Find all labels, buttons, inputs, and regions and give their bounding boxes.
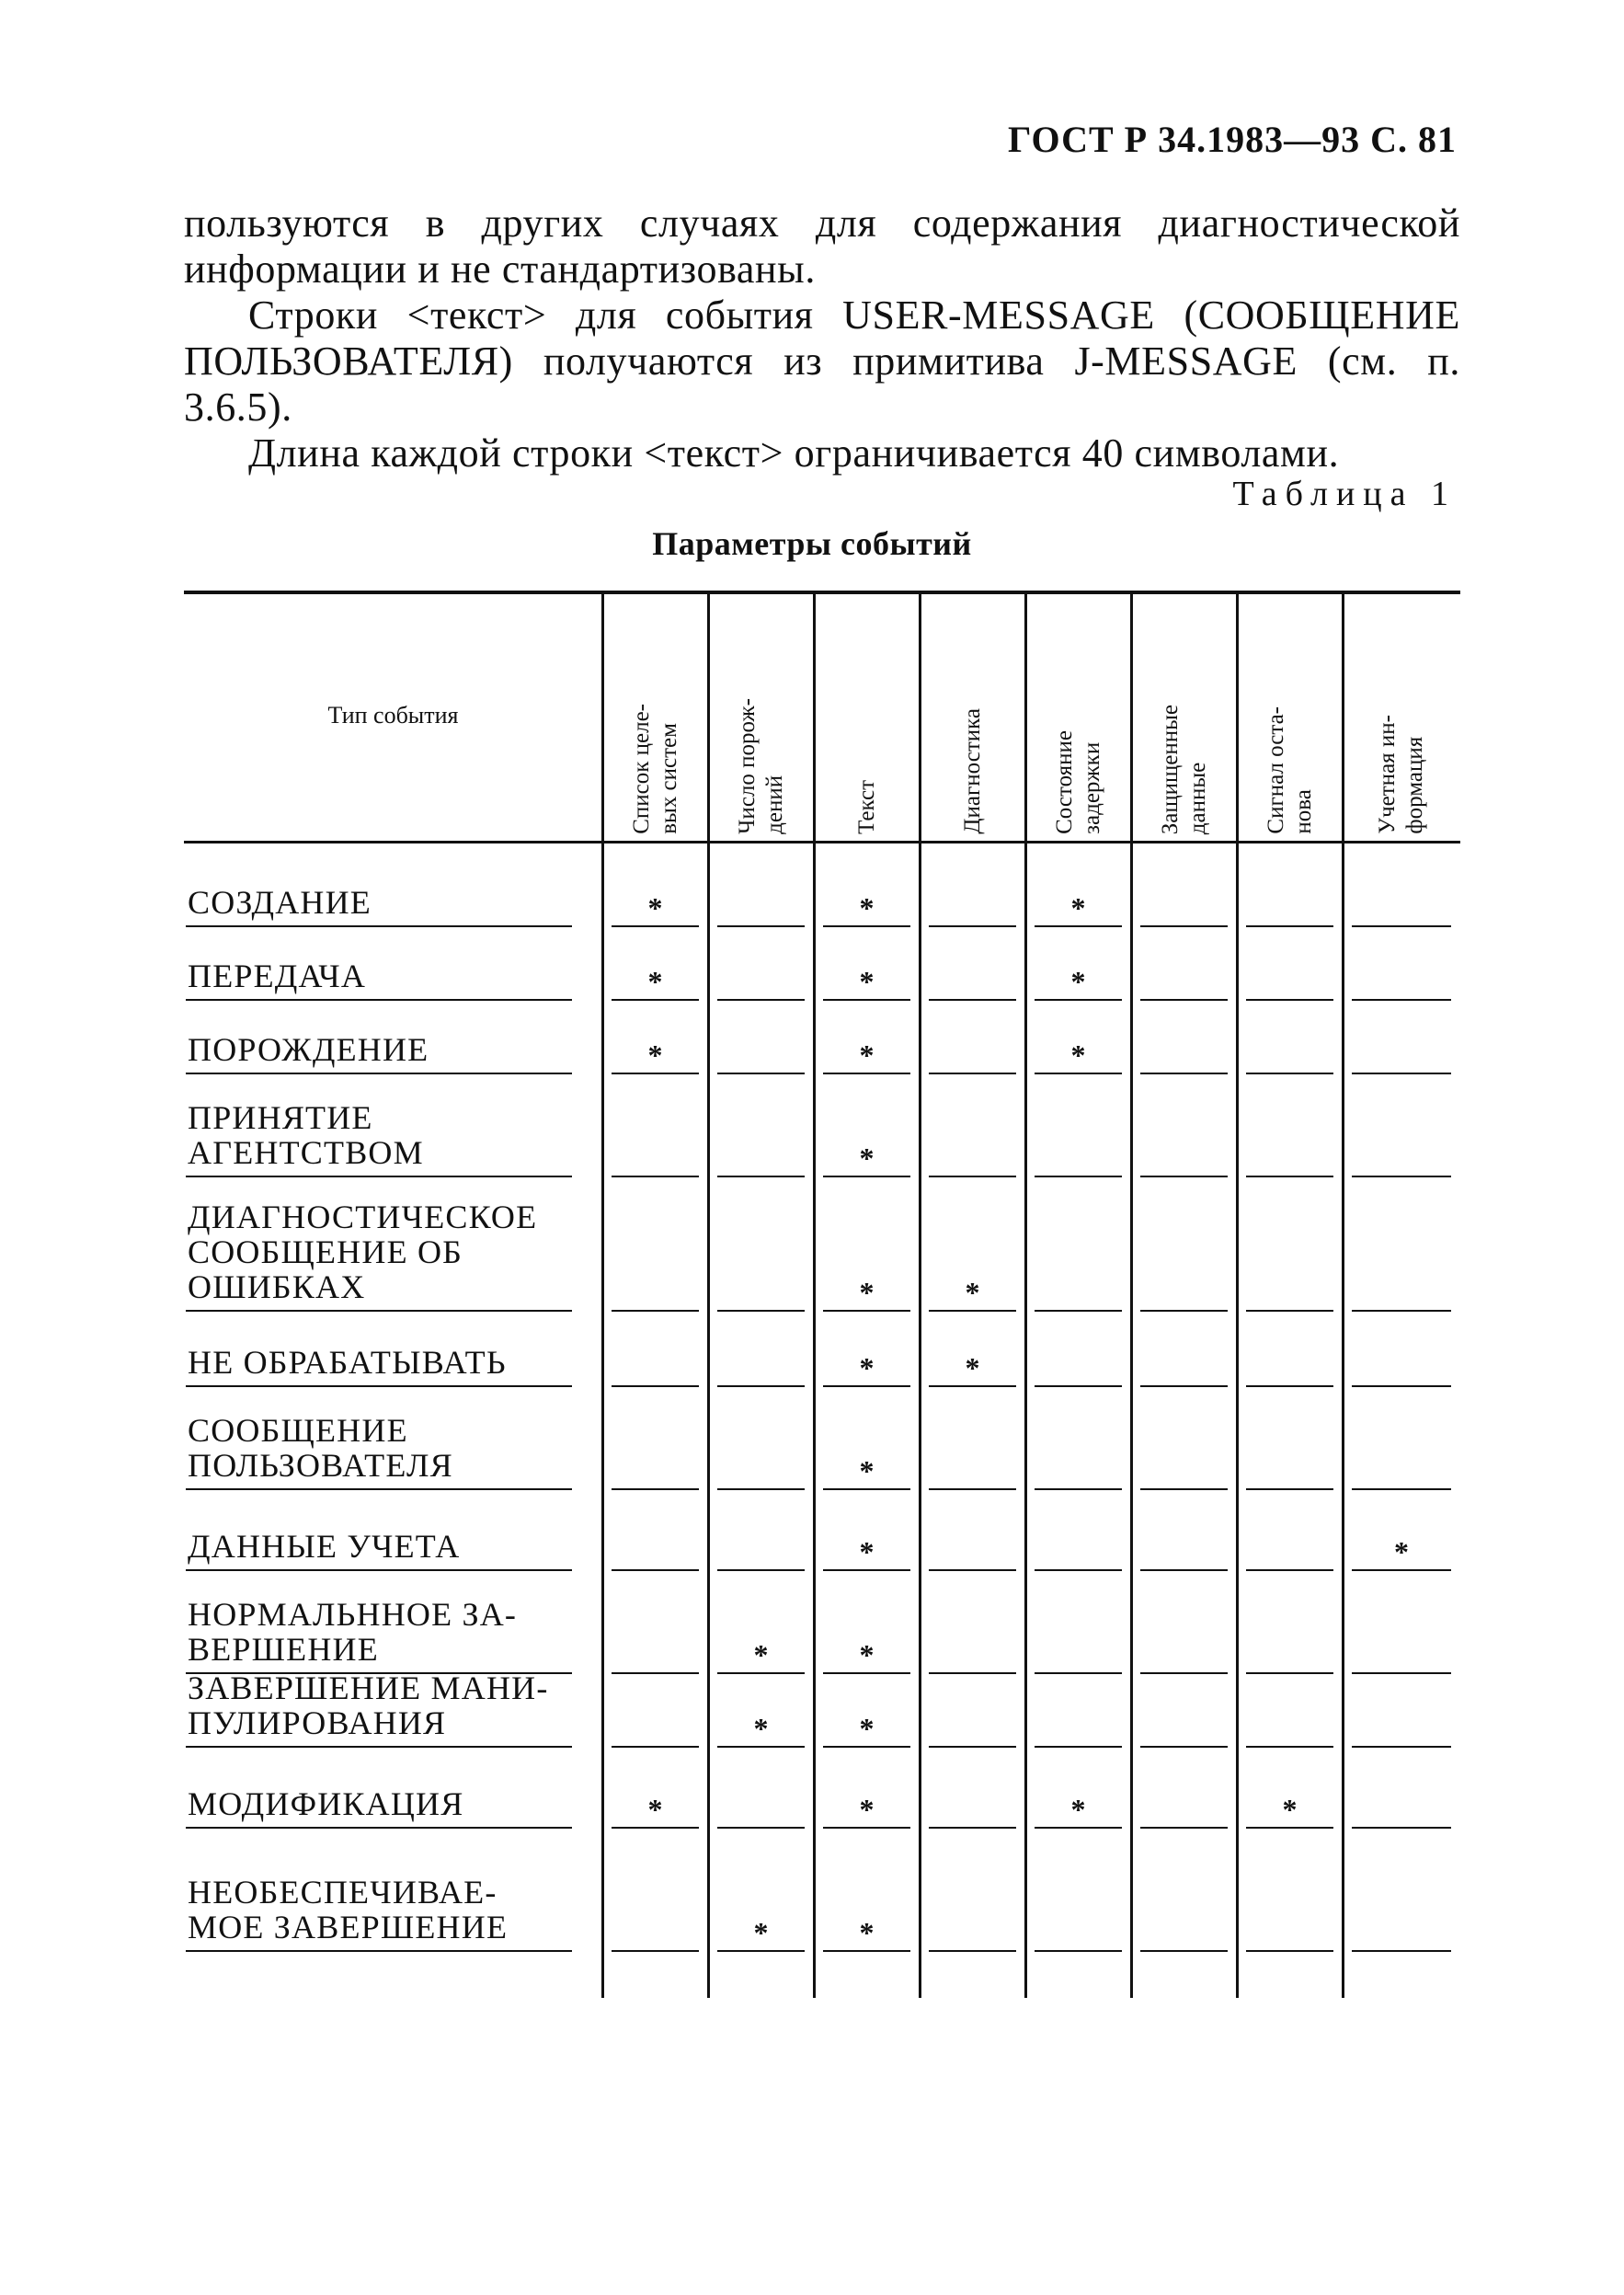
cell-rule: [1352, 1746, 1451, 1748]
cell-rule: [929, 1073, 1016, 1074]
mark-text: *: [859, 1454, 875, 1487]
cell-rule: [1140, 1569, 1228, 1571]
mark-text: *: [859, 1276, 875, 1309]
cell-rule: [1352, 1569, 1451, 1571]
mark-delay-state: *: [1070, 1793, 1086, 1826]
mark-text: *: [859, 1142, 875, 1175]
cell-rule: [717, 1073, 805, 1074]
cell-rule: [823, 1950, 910, 1952]
cell-rule: [1035, 1950, 1122, 1952]
mark-text: *: [859, 1638, 875, 1671]
cell-rule: [1140, 1950, 1228, 1952]
cell-rule: [823, 999, 910, 1001]
cell-rule: [823, 925, 910, 927]
cell-rule: [823, 1310, 910, 1312]
cell-rule: [1140, 1746, 1228, 1748]
mark-target-systems: *: [647, 891, 663, 924]
cell-rule: [1352, 1073, 1451, 1074]
paragraph-user-message: Строки <текст> для события USER-MESSAGE (СООБЩЕНИЕ ПОЛЬЗОВАТЕЛЯ) получаются из примитива J-MESSAGE (см. п. 3.6.5).: [184, 293, 1460, 430]
cell-rule: [1246, 1385, 1333, 1387]
cell-rule: [1246, 1827, 1333, 1829]
cell-rule: [1352, 999, 1451, 1001]
cell-rule: [929, 1672, 1016, 1674]
row-rule: [186, 1569, 572, 1571]
row-event-name: ЗАВЕРШЕНИЕ МАНИ- ПУЛИРОВАНИЯ: [188, 1670, 549, 1741]
cell-rule: [1035, 1827, 1122, 1829]
header-protected-data: [1131, 600, 1237, 834]
cell-rule: [717, 1385, 805, 1387]
header-event-type: Тип события: [327, 702, 459, 729]
cell-rule: [1140, 1488, 1228, 1490]
mark-spawn-count: *: [753, 1638, 769, 1671]
mark-delay-state: *: [1070, 965, 1086, 998]
row-rule: [186, 1176, 572, 1177]
cell-rule: [823, 1073, 910, 1074]
cell-rule: [1246, 1569, 1333, 1571]
row-event-name: ПЕРЕДАЧА: [188, 958, 367, 994]
mark-delay-state: *: [1070, 891, 1086, 924]
mark-text: *: [859, 1916, 875, 1949]
cell-rule: [717, 1672, 805, 1674]
mark-spawn-count: *: [753, 1712, 769, 1745]
row-rule: [186, 1488, 572, 1490]
cell-rule: [1035, 1385, 1122, 1387]
cell-rule: [612, 1073, 699, 1074]
header-label: Текст: [853, 780, 879, 834]
cell-rule: [929, 1310, 1016, 1312]
cell-rule: [823, 1176, 910, 1177]
cell-rule: [1035, 1569, 1122, 1571]
header-delay-state: [1025, 600, 1131, 834]
mark-target-systems: *: [647, 1038, 663, 1072]
cell-rule: [1246, 1176, 1333, 1177]
cell-rule: [929, 1488, 1016, 1490]
row-rule: [186, 999, 572, 1001]
cell-rule: [717, 1569, 805, 1571]
cell-rule: [1352, 1385, 1451, 1387]
cell-rule: [1035, 1176, 1122, 1177]
cell-rule: [1352, 925, 1451, 927]
cell-rule: [1352, 1827, 1451, 1829]
row-event-name: ПОРОЖДЕНИЕ: [188, 1031, 429, 1068]
cell-rule: [1035, 925, 1122, 927]
mark-stop-signal: *: [1282, 1793, 1298, 1826]
row-rule: [186, 1746, 572, 1748]
cell-rule: [1035, 1310, 1122, 1312]
mark-diagnostics: *: [965, 1351, 980, 1384]
cell-rule: [929, 1385, 1016, 1387]
cell-rule: [1140, 925, 1228, 927]
table-header-rule: [184, 841, 1460, 843]
cell-rule: [612, 1569, 699, 1571]
cell-rule: [1035, 1073, 1122, 1074]
header-label: Число порож- дений: [734, 698, 787, 834]
cell-rule: [1246, 1310, 1333, 1312]
cell-rule: [612, 1176, 699, 1177]
row-event-name: НЕ ОБРАБАТЫВАТЬ: [188, 1344, 507, 1381]
row-event-name: ПРИНЯТИЕ АГЕНТСТВОМ: [188, 1099, 424, 1171]
cell-rule: [1140, 999, 1228, 1001]
cell-rule: [1246, 1746, 1333, 1748]
header-spawn-count: [708, 600, 814, 834]
header-label: Защищенные данные: [1157, 704, 1210, 834]
cell-rule: [717, 1827, 805, 1829]
paragraph-continuation: пользуются в других случаях для содержания диагностической информации и не стандартизованы.: [184, 201, 1460, 292]
cell-rule: [929, 1176, 1016, 1177]
cell-rule: [612, 1950, 699, 1952]
cell-rule: [1246, 1073, 1333, 1074]
mark-text: *: [859, 965, 875, 998]
cell-rule: [717, 1746, 805, 1748]
mark-text: *: [859, 1712, 875, 1745]
cell-rule: [612, 1385, 699, 1387]
cell-rule: [823, 1569, 910, 1571]
mark-spawn-count: *: [753, 1916, 769, 1949]
row-event-name: НОРМАЛЬННОЕ ЗА- ВЕРШЕНИЕ: [188, 1596, 518, 1668]
cell-rule: [1035, 1488, 1122, 1490]
mark-diagnostics: *: [965, 1276, 980, 1309]
mark-text: *: [859, 891, 875, 924]
mark-target-systems: *: [647, 965, 663, 998]
cell-rule: [717, 1488, 805, 1490]
cell-rule: [929, 999, 1016, 1001]
cell-rule: [1035, 999, 1122, 1001]
cell-rule: [717, 925, 805, 927]
cell-rule: [1246, 999, 1333, 1001]
mark-text: *: [859, 1038, 875, 1072]
cell-rule: [1246, 1488, 1333, 1490]
cell-rule: [612, 1827, 699, 1829]
mark-accounting-info: *: [1394, 1535, 1409, 1568]
cell-rule: [612, 925, 699, 927]
row-rule: [186, 1827, 572, 1829]
running-head: ГОСТ Р 34.1983—93 С. 81: [1008, 119, 1457, 160]
cell-rule: [929, 1569, 1016, 1571]
cell-rule: [1352, 1488, 1451, 1490]
header-label: Состояние задержки: [1051, 730, 1104, 834]
cell-rule: [929, 1827, 1016, 1829]
cell-rule: [929, 1950, 1016, 1952]
mark-target-systems: *: [647, 1793, 663, 1826]
row-rule: [186, 1950, 572, 1952]
cell-rule: [717, 999, 805, 1001]
row-rule: [186, 1073, 572, 1074]
header-diagnostics: [920, 600, 1025, 834]
cell-rule: [1352, 1672, 1451, 1674]
cell-rule: [1140, 1385, 1228, 1387]
cell-rule: [1140, 1310, 1228, 1312]
cell-rule: [1246, 1672, 1333, 1674]
event-parameters-table: [184, 591, 1460, 1998]
cell-rule: [717, 1176, 805, 1177]
cell-rule: [1035, 1672, 1122, 1674]
row-event-name: НЕОБЕСПЕЧИВАЕ- МОЕ ЗАВЕРШЕНИЕ: [188, 1874, 509, 1945]
cell-rule: [612, 999, 699, 1001]
row-event-name: ДИАГНОСТИЧЕСКОЕ СООБЩЕНИЕ ОБ ОШИБКАХ: [188, 1199, 538, 1305]
cell-rule: [1035, 1746, 1122, 1748]
cell-rule: [823, 1746, 910, 1748]
cell-rule: [929, 925, 1016, 927]
mark-text: *: [859, 1793, 875, 1826]
cell-rule: [823, 1827, 910, 1829]
cell-rule: [1352, 1310, 1451, 1312]
header-label: Диагностика: [959, 708, 985, 834]
row-event-name: ДАННЫЕ УЧЕТА: [188, 1528, 461, 1565]
cell-rule: [1246, 1950, 1333, 1952]
header-accounting-info: [1343, 600, 1460, 834]
header-text: [814, 600, 920, 834]
body-text: [184, 201, 1460, 476]
cell-rule: [823, 1385, 910, 1387]
cell-rule: [1140, 1827, 1228, 1829]
row-event-name: МОДИФИКАЦИЯ: [188, 1785, 464, 1822]
mark-text: *: [859, 1535, 875, 1568]
cell-rule: [1246, 925, 1333, 927]
paragraph-length-limit: Длина каждой строки <текст> ограничивается 40 символами.: [248, 430, 1340, 476]
header-label: Учетная ин- формация: [1375, 715, 1427, 834]
header-stop-signal: [1237, 600, 1343, 834]
cell-rule: [929, 1746, 1016, 1748]
header-label: Сигнал оста- нова: [1263, 706, 1316, 834]
cell-rule: [1140, 1672, 1228, 1674]
cell-rule: [612, 1746, 699, 1748]
cell-rule: [823, 1488, 910, 1490]
row-rule: [186, 925, 572, 927]
row-event-name: СООБЩЕНИЕ ПОЛЬЗОВАТЕЛЯ: [188, 1412, 453, 1484]
cell-rule: [823, 1672, 910, 1674]
cell-rule: [717, 1310, 805, 1312]
header-label: Список целе- вых систем: [628, 704, 681, 834]
table-label: Таблица 1: [1232, 475, 1457, 513]
cell-rule: [612, 1672, 699, 1674]
cell-rule: [612, 1310, 699, 1312]
cell-rule: [612, 1488, 699, 1490]
row-rule: [186, 1385, 572, 1387]
table-title: Параметры событий: [652, 525, 972, 562]
row-rule: [186, 1310, 572, 1312]
mark-text: *: [859, 1351, 875, 1384]
row-event-name: СОЗДАНИЕ: [188, 884, 372, 921]
mark-delay-state: *: [1070, 1038, 1086, 1072]
cell-rule: [1352, 1950, 1451, 1952]
cell-rule: [1140, 1176, 1228, 1177]
cell-rule: [717, 1950, 805, 1952]
cell-rule: [1352, 1176, 1451, 1177]
cell-rule: [1140, 1073, 1228, 1074]
header-target-systems: [602, 600, 708, 834]
